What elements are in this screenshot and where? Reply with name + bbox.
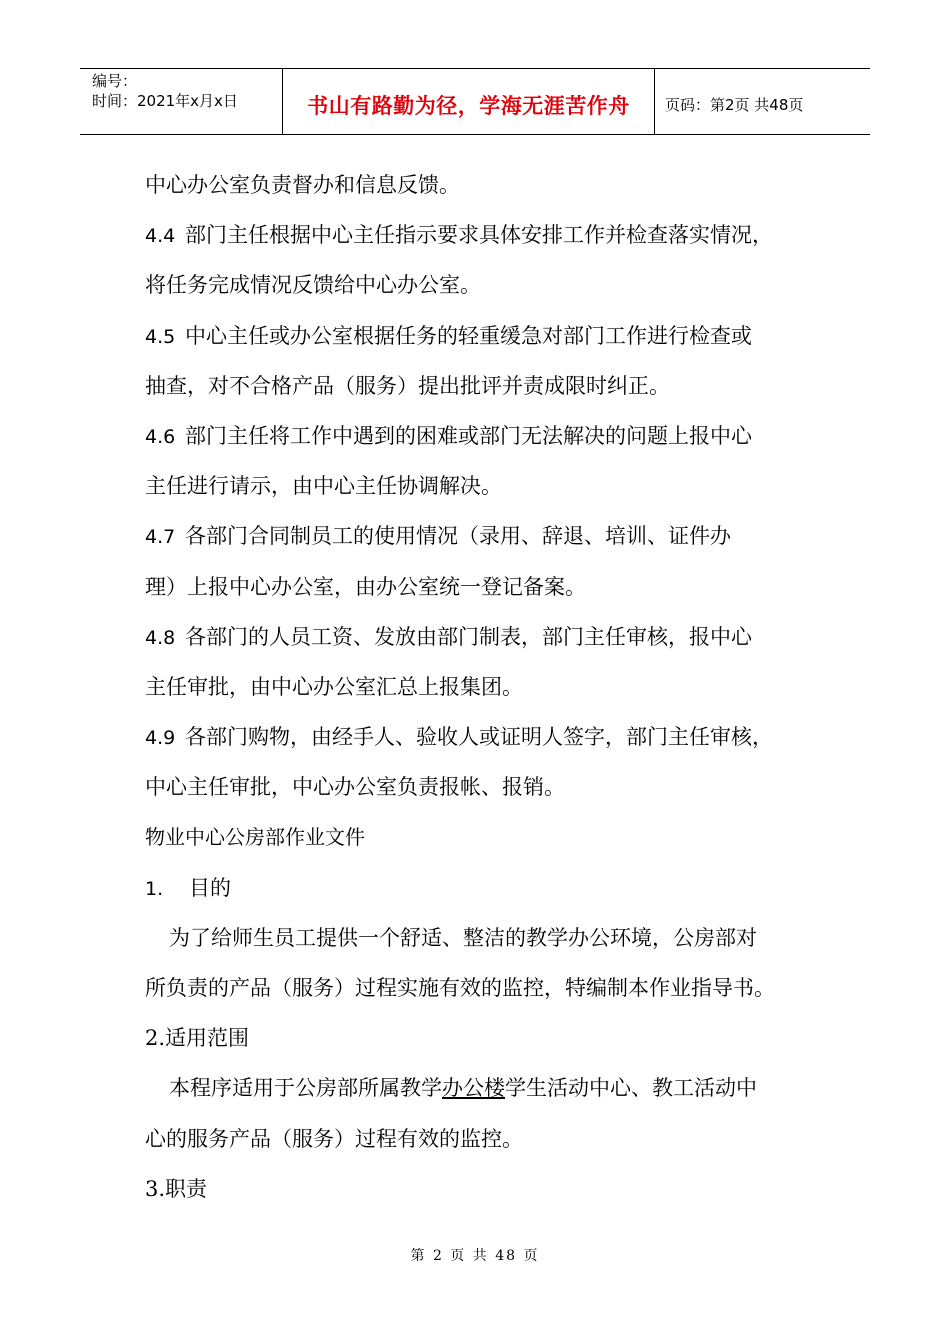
clause-number: 4.4 [145,225,176,248]
heading-number: 1. [145,877,164,900]
paragraph-line: 心的服务产品（服务）过程有效的监控。 [145,1126,523,1151]
paragraph-line: 主任进行请示，由中心主任协调解决。 [145,474,502,499]
clause-text: 各部门购物，由经手人、验收人或证明人签字，部门主任审核， [185,725,773,750]
header-meta [80,69,283,134]
document-date: 时间：2021年x月x日 [92,92,238,110]
heading-purpose [145,863,835,913]
paragraph-line: 所负责的产品（服务）过程实施有效的监控，特编制本作业指导书。 [145,976,775,1000]
clause-4-7 [145,511,835,561]
paragraph-line: 抽查，对不合格产品（服务）提出批评并责成限时纠正。 [145,373,670,398]
paragraph-line: 中心办公室负责督办和信息反馈。 [145,173,460,197]
header-page-info: 页码：第2页 共48页 [665,96,804,114]
text-segment: 本程序适用于公房部所属教学 [169,1076,442,1101]
heading-number: 2. [145,1026,166,1051]
clause-text: 中心主任或办公室根据任务的轻重缓急对部门工作进行检查或 [185,323,752,348]
clause-text: 各部门合同制员工的使用情况（录用、辞退、培训、证件办 [185,524,731,549]
heading-responsibilities [145,1164,835,1214]
document-header [80,68,870,135]
paragraph-line: 理）上报中心办公室，由办公室统一登记备案。 [145,574,586,599]
heading-number: 3. [145,1176,166,1201]
page-footer: 第 2 页 共 48 页 [410,1248,540,1264]
clause-number: 4.6 [145,425,176,448]
clause-4-5 [145,311,835,361]
clause-text: 部门主任根据中心主任指示要求具体安排工作并检查落实情况， [185,223,773,248]
paragraph-line: 为了给师生员工提供一个舒适、整洁的教学办公环境，公房部对 [169,925,757,950]
text-segment: 学生活动中心、教工活动中 [505,1076,757,1101]
clause-number: 4.5 [145,325,176,348]
clause-text: 各部门的人员工资、发放由部门制表，部门主任审核，报中心 [185,624,752,649]
header-motto: 书山有路勤为径，学海无涯苦作舟 [283,69,655,134]
heading-text: 职责 [165,1176,208,1201]
clause-4-4 [145,210,835,260]
clause-4-8 [145,612,835,662]
document-number-label: 编号： [92,72,138,90]
clause-number: 4.8 [145,626,176,649]
document-body [145,160,835,1214]
paragraph-line: 将任务完成情况反馈给中心办公室。 [145,273,481,298]
underlined-term: 办公楼 [442,1076,505,1101]
clause-number: 4.7 [145,526,176,549]
heading-text: 目的 [189,875,231,900]
clause-text: 部门主任将工作中遇到的困难或部门无法解决的问题上报中心 [185,423,752,448]
paragraph-line: 主任审批，由中心办公室汇总上报集团。 [145,674,523,699]
clause-number: 4.9 [145,727,176,750]
heading-scope [145,1013,835,1063]
section-title: 物业中心公房部作业文件 [145,825,365,850]
heading-text: 适用范围 [165,1026,250,1051]
clause-4-9 [145,712,835,762]
paragraph-line [145,1063,835,1113]
clause-4-6 [145,411,835,461]
paragraph-line: 中心主任审批，中心办公室负责报帐、报销。 [145,775,565,800]
